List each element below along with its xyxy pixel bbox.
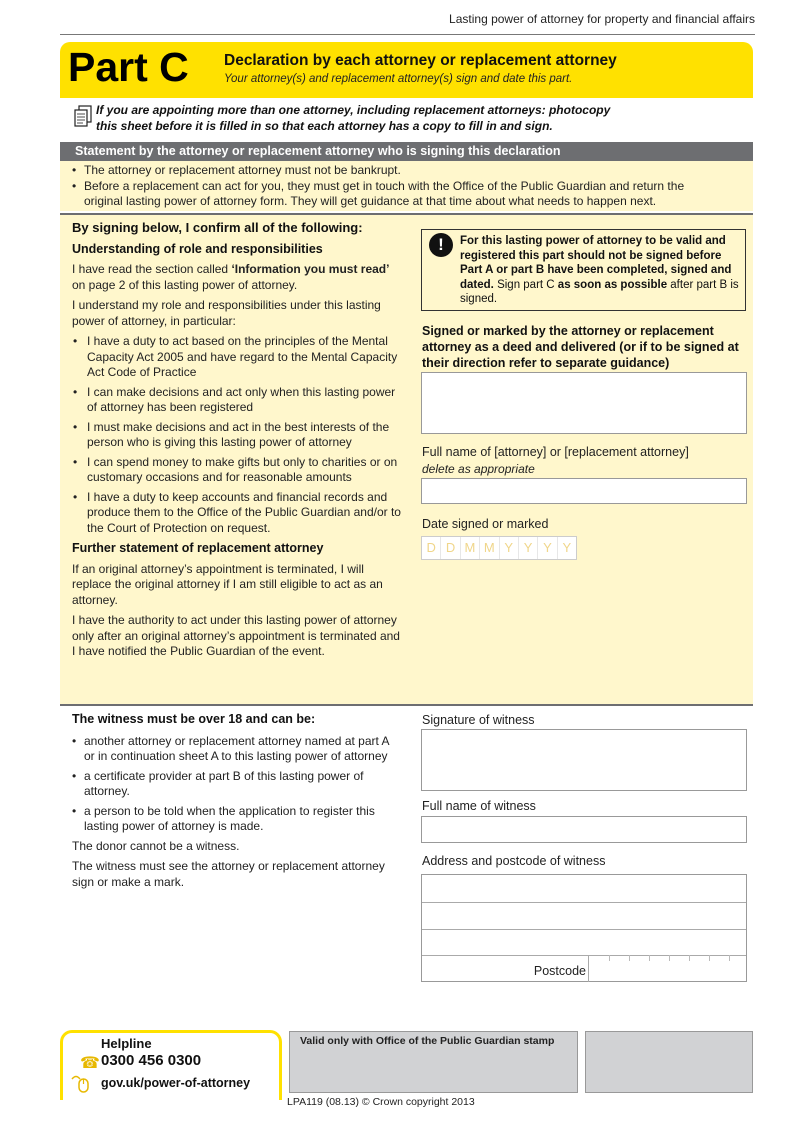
attorney-signature-label: Signed or marked by the attorney or replacement attorney as a deed and delivered (or if to be signed at their direction refer to separate guidance) <box>422 324 739 370</box>
witness-heading-normal: can be: <box>271 712 316 726</box>
date-digit-placeholder: M <box>461 537 480 559</box>
responsibility-item: • I must make decisions and act in the best interests of the person who is giving this lasting power of attorney <box>72 420 402 451</box>
warning-normal-text: Sign part C <box>493 278 558 291</box>
phone-icon: ☎ <box>80 1055 100 1072</box>
declaration-text <box>72 220 402 665</box>
part-label: Part C <box>68 44 189 90</box>
postcode-tick <box>709 955 710 961</box>
date-digit-placeholder: D <box>422 537 441 559</box>
address-line-divider <box>422 902 746 903</box>
witness-fullname-label: Full name of witness <box>422 799 536 813</box>
helpline-title: Helpline <box>101 1036 152 1051</box>
date-signed-label: Date signed or marked <box>422 517 549 531</box>
responsibility-item: • I have a duty to keep accounts and financial records and produce them to the Office of the Public Guardian and/or to the Court of Protection on request. <box>72 490 402 537</box>
witness-eligibility-item: • another attorney or replacement attorney named at part A or in continuation sheet A to this lasting power of attorney <box>72 734 402 765</box>
witness-address-field[interactable] <box>421 874 747 982</box>
responsibility-item: • I have a duty to act based on the principles of the Mental Capacity Act 2005 and have regard to the Mental Capacity Act Code of Practice <box>72 334 402 381</box>
attorney-fullname-field[interactable] <box>421 478 747 504</box>
further-statement-heading: Further statement of replacement attorney <box>72 541 324 555</box>
witness-eligibility-list <box>72 734 402 835</box>
date-digit-placeholder: M <box>480 537 499 559</box>
witness-address-label: Address and postcode of witness <box>422 854 606 868</box>
witness-must-see-note: The witness must see the attorney or replacement attorney sign or make a mark. <box>72 859 385 889</box>
postcode-tick <box>689 955 690 961</box>
confirm-heading: By signing below, I confirm all of the following: <box>72 220 363 235</box>
postcode-tick <box>729 955 730 961</box>
part-heading: Declaration by each attorney or replacement attorney <box>224 52 617 69</box>
document-header-title: Lasting power of attorney for property and financial affairs <box>449 12 755 26</box>
postcode-tick <box>669 955 670 961</box>
read-statement-pre: I have read the section called <box>72 262 232 276</box>
warning-bold-text: For this lasting power of attorney to be valid and registered this part should not be signed before Part A or part B have been completed, signed and dated. <box>460 235 732 291</box>
date-signed-field[interactable] <box>421 536 577 560</box>
attorney-signature-field[interactable] <box>421 372 747 434</box>
postcode-field[interactable] <box>588 955 747 982</box>
exclamation-icon: ! <box>429 233 453 257</box>
witness-heading <box>72 712 402 728</box>
read-statement-section-name: ‘Information you must read’ <box>231 262 390 276</box>
attorney-fullname-note: delete as appropriate <box>422 462 535 476</box>
warning-text <box>460 234 743 307</box>
part-subheading: Your attorney(s) and replacement attorney(s) sign and date this part. <box>224 73 573 85</box>
witness-signature-field[interactable] <box>421 729 747 791</box>
witness-donor-note: The donor cannot be a witness. <box>72 838 240 853</box>
date-digit-placeholder: Y <box>538 537 557 559</box>
statement-bullet: • The attorney or replacement attorney must not be bankrupt. <box>72 163 684 179</box>
date-digit-placeholder: D <box>441 537 460 559</box>
date-digit-placeholder: Y <box>519 537 538 559</box>
understand-statement: I understand my role and responsibilities under this lasting power of attorney, in particular: <box>72 298 381 328</box>
photocopy-icon <box>74 105 92 127</box>
statement-bullet-continuation: original lasting power of attorney form. They will get guidance at that time about what needs to happen next. <box>84 194 657 208</box>
opg-stamp-box-secondary <box>585 1031 753 1093</box>
postcode-tick <box>629 955 630 961</box>
postcode-label: Postcode <box>533 964 586 978</box>
date-digit-placeholder: Y <box>500 537 519 559</box>
witness-eligibility-item: • a certificate provider at part B of this lasting power of attorney. <box>72 769 402 800</box>
read-statement <box>72 262 402 293</box>
attorney-fullname-label: Full name of [attorney] or [replacement attorney] <box>422 445 689 459</box>
statement-section-bar: Statement by the attorney or replacement attorney who is signing this declaration <box>60 142 753 161</box>
witness-heading-bold: The witness must be over 18 and <box>72 712 272 726</box>
mouse-icon <box>70 1073 94 1093</box>
section-divider-bottom <box>60 704 753 706</box>
witness-signature-label: Signature of witness <box>422 713 535 727</box>
warning-bold-emphasis: as soon as possible <box>557 278 668 291</box>
responsibility-item: • I can spend money to make gifts but only to charities or on customary occasions and for reasonable amounts <box>72 455 402 486</box>
helpline-website-link[interactable]: gov.uk/power-of-attorney <box>101 1076 251 1090</box>
helpline-phone-number: 0300 456 0300 <box>101 1052 202 1069</box>
further-statement-p2: I have the authority to act under this lasting power of attorney only after an original attorney’s appointment is terminated and I have notified the Public Guardian of the event. <box>72 613 400 658</box>
opg-stamp-text: Valid only with Office of the Public Guardian stamp <box>300 1035 555 1047</box>
postcode-tick <box>609 955 610 961</box>
responsibility-item: • I can make decisions and act only when this lasting power of attorney has been registered <box>72 385 402 416</box>
witness-fullname-field[interactable] <box>421 816 747 843</box>
understanding-heading: Understanding of role and responsibilities <box>72 241 323 256</box>
photocopy-instruction-line-1: If you are appointing more than one attorney, including replacement attorneys: photocopy <box>96 103 611 117</box>
statement-bullets <box>72 163 684 210</box>
date-digit-placeholder: Y <box>562 540 572 555</box>
postcode-tick <box>649 955 650 961</box>
warning-normal-tail: after part B is signed. <box>460 278 739 305</box>
photocopy-instruction <box>96 103 610 134</box>
footer-form-reference: LPA119 (08.13) © Crown copyright 2013 <box>287 1096 475 1108</box>
responsibility-list <box>72 334 402 536</box>
witness-eligibility-item: • a person to be told when the application to register this lasting power of attorney is made. <box>72 804 402 835</box>
statement-bullet: • Before a replacement can act for you, they must get in touch with the Office of the Public Guardian and return the <box>72 179 684 195</box>
read-statement-post: on page 2 of this lasting power of attorney. <box>72 277 298 292</box>
photocopy-instruction-line-2: this sheet before it is filled in so that each attorney has a copy to fill in and sign. <box>96 118 553 133</box>
header-divider <box>60 34 755 35</box>
further-statement-p1: If an original attorney’s appointment is terminated, I will replace the original attorney if I am still eligible to act as an attorney. <box>72 561 383 607</box>
address-line-divider <box>422 929 746 930</box>
witness-requirements <box>72 712 402 895</box>
